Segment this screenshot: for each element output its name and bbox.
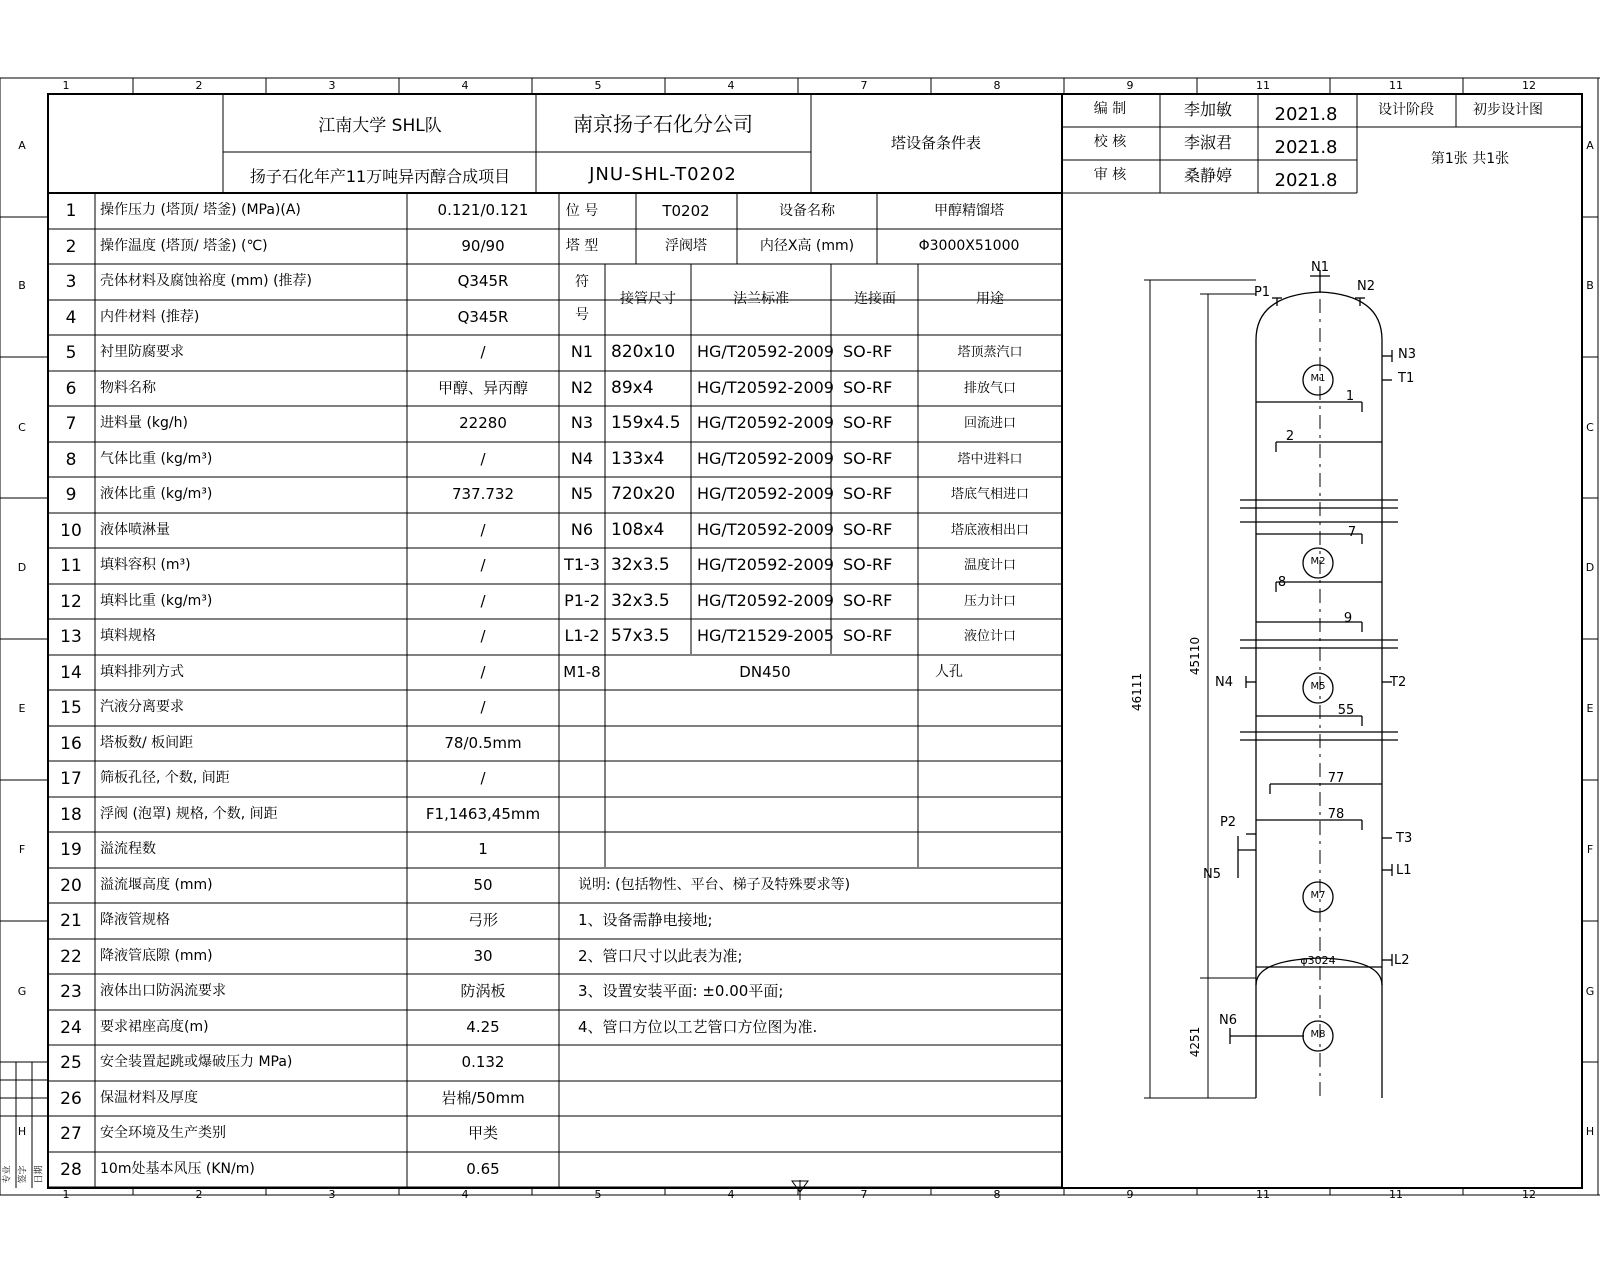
column-ruler-label: 7 (860, 79, 868, 92)
param-no: 6 (65, 379, 77, 399)
stage-label: 设计阶段 (1378, 102, 1434, 118)
column-ruler-label: 1 (62, 79, 70, 92)
param-name: 内件材料 (推荐) (100, 309, 200, 325)
param-name: 汽液分离要求 (100, 699, 184, 715)
side-stamp-label: 日期 (34, 1165, 45, 1184)
param-no: 14 (60, 663, 82, 683)
param-no: 1 (65, 201, 77, 221)
param-name: 浮阀 (泡罩) 规格, 个数, 间距 (100, 806, 278, 822)
stage-value: 初步设计图 (1473, 102, 1543, 118)
param-no: 2 (65, 237, 77, 257)
tower-label-right: T3 (1396, 831, 1413, 846)
param-no: 22 (60, 947, 82, 967)
nozzle-std: HG/T21529-2005 (697, 626, 834, 645)
manhole-label: M5 (1310, 681, 1326, 692)
nozzle-size: 820x10 (611, 342, 676, 362)
nozzle-use: 排放气口 (963, 381, 1017, 396)
param-no: 8 (65, 450, 77, 470)
column-ruler-label: 4 (727, 79, 735, 92)
param-value: / (480, 592, 486, 610)
diameter-label: φ3024 (1300, 954, 1336, 967)
param-name: 气体比重 (kg/m³) (100, 451, 213, 467)
column-ruler-label: 4 (461, 79, 469, 92)
param-value: Q345R (457, 308, 509, 326)
row-ruler-label: A (18, 139, 26, 152)
manhole-label: M1 (1310, 373, 1326, 384)
param-no: 3 (65, 272, 77, 292)
nozzle-size: 89x4 (611, 378, 654, 398)
tower-label-right: N3 (1398, 347, 1416, 362)
tower-label-left: N6 (1219, 1013, 1237, 1028)
dimension-total: 46111 (1130, 672, 1144, 712)
param-name: 操作温度 (塔顶/ 塔釜) (℃) (100, 238, 268, 254)
nozzle-sym: N5 (570, 484, 594, 503)
param-value: 1 (478, 840, 488, 858)
param-value: 岩棉/50mm (441, 1089, 525, 1107)
row-ruler-label: E (1586, 702, 1594, 715)
param-value: 737.732 (451, 485, 515, 503)
param-name: 填料规格 (100, 628, 156, 644)
param-value: / (480, 769, 486, 787)
nozzle-face: SO-RF (843, 591, 893, 610)
nozzle-use: 塔顶蒸汽口 (957, 345, 1023, 360)
nozzle-use: 压力计口 (963, 594, 1017, 609)
sign-role: 审 核 (1093, 167, 1127, 183)
tower-label-p1: P1 (1253, 285, 1271, 300)
nozzle-std: HG/T20592-2009 (697, 591, 834, 610)
param-name: 液体出口防涡流要求 (100, 983, 226, 999)
row-ruler-label: G (17, 985, 27, 998)
sign-date: 2021.8 (1274, 170, 1338, 191)
column-ruler-label: 5 (594, 1188, 602, 1201)
nozzle-size: 32x3.5 (611, 591, 670, 611)
param-value: 0.132 (461, 1053, 505, 1071)
project-name: 扬子石化年产11万吨异丙醇合成项目 (249, 167, 511, 186)
row-ruler-label: F (18, 843, 26, 856)
column-ruler-label: 11 (1256, 79, 1270, 92)
tray-label: 78 (1327, 807, 1345, 822)
equip-type-label: 塔 型 (565, 238, 599, 254)
param-no: 15 (60, 698, 82, 718)
param-no: 13 (60, 627, 82, 647)
param-no: 28 (60, 1160, 82, 1180)
column-ruler-label: 8 (993, 1188, 1001, 1201)
param-value: / (480, 521, 486, 539)
row-ruler-label: G (1585, 985, 1595, 998)
param-value: / (480, 556, 486, 574)
sign-date: 2021.8 (1274, 137, 1338, 158)
nozzle-use: 塔底气相进口 (950, 487, 1030, 502)
nozzle-sym: P1-2 (564, 591, 600, 610)
param-value: / (480, 343, 486, 361)
notes-title: 说明: (包括物性、平台、梯子及特殊要求等) (578, 877, 851, 893)
column-ruler-label: 12 (1522, 1188, 1536, 1201)
dimension-skirt: 4251 (1188, 1026, 1202, 1058)
nozzle-face: SO-RF (843, 342, 893, 361)
sheet-title: 塔设备条件表 (890, 134, 982, 152)
param-name: 溢流程数 (100, 841, 156, 857)
tower-label-n2: N2 (1357, 279, 1375, 294)
tower-label-n1: N1 (1311, 260, 1329, 275)
tower-label-right: L1 (1396, 863, 1412, 878)
param-no: 7 (65, 414, 77, 434)
column-ruler-label: 9 (1126, 1188, 1134, 1201)
nozzle-size: 720x20 (611, 484, 676, 504)
nozzle-use: 液位计口 (963, 629, 1017, 644)
param-name: 壳体材料及腐蚀裕度 (mm) (推荐) (100, 273, 313, 289)
param-value: / (480, 698, 486, 716)
note-item: 3、设置安装平面: ±0.00平面; (578, 982, 784, 1000)
param-value: Q345R (457, 272, 509, 290)
nozzle-header-sym: 号 (575, 307, 589, 323)
tray-label: 2 (1285, 429, 1295, 444)
column-ruler-label: 1 (62, 1188, 70, 1201)
dimension-shell: 45110 (1188, 636, 1202, 676)
nozzle-sym: N1 (570, 342, 594, 361)
column-ruler-label: 2 (195, 79, 203, 92)
equip-type-value: 浮阀塔 (665, 238, 707, 254)
nozzle-face: SO-RF (843, 449, 893, 468)
param-name: 物料名称 (100, 380, 156, 396)
nozzle-std: HG/T20592-2009 (697, 484, 834, 503)
nozzle-size: 133x4 (611, 449, 665, 469)
equip-name-value: 甲醇精馏塔 (934, 203, 1004, 219)
row-ruler-label: A (1586, 139, 1594, 152)
column-ruler-label: 2 (195, 1188, 203, 1201)
sign-name: 李加敏 (1183, 100, 1233, 119)
column-ruler-label: 11 (1256, 1188, 1270, 1201)
equip-pos-value: T0202 (662, 202, 710, 220)
row-ruler-label: B (1586, 279, 1594, 292)
note-item: 2、管口尺寸以此表为准; (578, 947, 743, 965)
param-value: / (480, 663, 486, 681)
column-ruler-label: 3 (328, 79, 336, 92)
param-no: 23 (60, 982, 82, 1002)
tower-label-right: T2 (1390, 675, 1407, 690)
manhole-sym: M1-8 (563, 663, 601, 681)
tray-label: 8 (1277, 575, 1287, 590)
column-ruler-label: 7 (860, 1188, 868, 1201)
equip-size-label: 内径X高 (mm) (759, 238, 855, 254)
param-name: 液体比重 (kg/m³) (100, 486, 213, 502)
param-no: 21 (60, 911, 82, 931)
param-value: 0.65 (466, 1160, 500, 1178)
side-stamp-label: 专业 (2, 1165, 13, 1184)
param-name: 填料比重 (kg/m³) (100, 593, 213, 609)
param-name: 降液管规格 (100, 912, 170, 928)
nozzle-std: HG/T20592-2009 (697, 378, 834, 397)
param-no: 4 (65, 308, 77, 328)
nozzle-size: 108x4 (611, 520, 665, 540)
tower-label-left: N5 (1203, 867, 1221, 882)
row-ruler-label: H (1585, 1125, 1595, 1138)
nozzle-sym: N4 (570, 449, 594, 468)
sign-name: 李淑君 (1183, 133, 1233, 152)
param-name: 操作压力 (塔顶/ 塔釜) (MPa)(A) (100, 202, 301, 218)
param-no: 25 (60, 1053, 82, 1073)
param-no: 17 (60, 769, 82, 789)
param-value: 甲醇、异丙醇 (437, 379, 529, 397)
row-ruler-label: H (17, 1125, 27, 1138)
tray-label: 55 (1337, 703, 1355, 718)
tray-label: 9 (1343, 611, 1353, 626)
row-ruler-label: B (18, 279, 26, 292)
param-name: 安全装置起跳或爆破压力 MPa) (100, 1054, 293, 1070)
nozzle-use: 回流进口 (963, 416, 1017, 431)
param-value: / (480, 450, 486, 468)
column-ruler-label: 3 (328, 1188, 336, 1201)
side-stamp-label: 签字 (18, 1165, 29, 1184)
row-ruler-label: D (17, 561, 27, 574)
param-no: 24 (60, 1018, 82, 1038)
param-name: 进料量 (kg/h) (100, 415, 188, 431)
tray-label: 1 (1345, 389, 1355, 404)
row-ruler-label: C (18, 421, 26, 434)
param-value: 50 (473, 876, 493, 894)
nozzle-std: HG/T20592-2009 (697, 555, 834, 574)
param-no: 18 (60, 805, 82, 825)
nozzle-header-face: 连接面 (854, 291, 896, 307)
nozzle-face: SO-RF (843, 378, 893, 397)
sheet-count: 第1张 共1张 (1430, 151, 1510, 167)
company-name: 南京扬子石化分公司 (573, 112, 753, 136)
column-ruler-label: 8 (993, 79, 1001, 92)
equip-name-label: 设备名称 (779, 203, 835, 219)
param-no: 5 (65, 343, 77, 363)
param-no: 11 (60, 556, 82, 576)
nozzle-face: SO-RF (843, 413, 893, 432)
param-no: 12 (60, 592, 82, 612)
nozzle-sym: N6 (570, 520, 594, 539)
param-name: 10m处基本风压 (KN/m) (100, 1161, 255, 1177)
nozzle-sym: N3 (570, 413, 594, 432)
nozzle-sym: T1-3 (564, 555, 600, 574)
manhole-label: M2 (1310, 556, 1326, 567)
param-value: 90/90 (461, 237, 505, 255)
param-value: 22280 (459, 414, 507, 432)
param-value: F1,1463,45mm (425, 805, 541, 823)
manhole-label: M7 (1310, 890, 1326, 901)
nozzle-size: 159x4.5 (611, 413, 681, 433)
sign-role: 编 制 (1093, 101, 1127, 117)
drawing-number: JNU-SHL-T0202 (589, 164, 737, 185)
nozzle-std: HG/T20592-2009 (697, 342, 834, 361)
param-name: 筛板孔径, 个数, 间距 (100, 770, 230, 786)
param-value: 4.25 (466, 1018, 500, 1036)
nozzle-header-use: 用途 (976, 291, 1004, 307)
nozzle-sym: L1-2 (564, 626, 600, 645)
param-value: / (480, 627, 486, 645)
param-name: 填料排列方式 (100, 664, 184, 680)
tower-label-left: N4 (1215, 675, 1233, 690)
column-ruler-label: 11 (1389, 79, 1403, 92)
nozzle-use: 温度计口 (963, 558, 1017, 573)
sign-role: 校 核 (1093, 134, 1127, 150)
row-ruler-label: F (1586, 843, 1594, 856)
param-name: 保温材料及厚度 (100, 1090, 198, 1106)
param-value: 防涡板 (460, 982, 506, 1000)
param-name: 液体喷淋量 (100, 522, 170, 538)
sign-name: 桑静婷 (1183, 166, 1233, 185)
tower-label-left: P2 (1219, 815, 1237, 830)
param-name: 塔板数/ 板间距 (100, 735, 194, 751)
row-ruler-label: E (18, 702, 26, 715)
school-name: 江南大学 SHL队 (318, 116, 442, 136)
nozzle-std: HG/T20592-2009 (697, 449, 834, 468)
nozzle-std: HG/T20592-2009 (697, 520, 834, 539)
column-ruler-label: 5 (594, 79, 602, 92)
manhole-size: DN450 (739, 663, 791, 681)
param-value: 0.121/0.121 (437, 201, 529, 219)
nozzle-use: 塔底液相出口 (950, 523, 1030, 538)
param-no: 9 (65, 485, 77, 505)
param-name: 要求裙座高度(m) (100, 1019, 209, 1035)
column-ruler-label: 11 (1389, 1188, 1403, 1201)
param-no: 20 (60, 876, 82, 896)
column-ruler-label: 4 (727, 1188, 735, 1201)
tray-label: 77 (1327, 771, 1345, 786)
param-value: 弓形 (467, 911, 499, 929)
param-name: 衬里防腐要求 (100, 344, 184, 360)
nozzle-use: 塔中进料口 (957, 452, 1023, 467)
param-name: 安全环境及生产类别 (100, 1125, 226, 1141)
param-no: 27 (60, 1124, 82, 1144)
param-no: 19 (60, 840, 82, 860)
nozzle-face: SO-RF (843, 555, 893, 574)
param-name: 降液管底隙 (mm) (100, 948, 213, 964)
param-value: 78/0.5mm (444, 734, 522, 752)
param-name: 溢流堰高度 (mm) (100, 877, 213, 893)
column-ruler-label: 12 (1522, 79, 1536, 92)
nozzle-header-size: 接管尺寸 (620, 291, 676, 307)
param-no: 10 (60, 521, 82, 541)
nozzle-header-std: 法兰标准 (733, 291, 789, 307)
sign-date: 2021.8 (1274, 104, 1338, 125)
param-no: 16 (60, 734, 82, 754)
nozzle-size: 32x3.5 (611, 555, 670, 575)
tower-label-right: L2 (1394, 953, 1410, 968)
note-item: 4、管口方位以工艺管口方位图为准. (578, 1018, 818, 1036)
param-no: 26 (60, 1089, 82, 1109)
column-ruler-label: 4 (461, 1188, 469, 1201)
param-name: 填料容积 (m³) (100, 557, 191, 573)
column-ruler-label: 9 (1126, 79, 1134, 92)
nozzle-face: SO-RF (843, 626, 893, 645)
param-value: 30 (473, 947, 493, 965)
row-ruler-label: C (1586, 421, 1594, 434)
param-value: 甲类 (467, 1124, 499, 1142)
nozzle-face: SO-RF (843, 520, 893, 539)
tower-label-right: T1 (1398, 371, 1415, 386)
nozzle-std: HG/T20592-2009 (697, 413, 834, 432)
equip-pos-label: 位 号 (565, 203, 599, 219)
equip-size-value: Φ3000X51000 (918, 238, 1020, 254)
tray-label: 7 (1347, 525, 1357, 540)
nozzle-sym: N2 (570, 378, 594, 397)
row-ruler-label: D (1585, 561, 1595, 574)
manhole-use: 人孔 (935, 664, 963, 680)
nozzle-size: 57x3.5 (611, 626, 670, 646)
nozzle-header-sym: 符 (575, 274, 589, 290)
nozzle-face: SO-RF (843, 484, 893, 503)
note-item: 1、设备需静电接地; (578, 911, 713, 929)
manhole-label: M8 (1310, 1029, 1326, 1040)
